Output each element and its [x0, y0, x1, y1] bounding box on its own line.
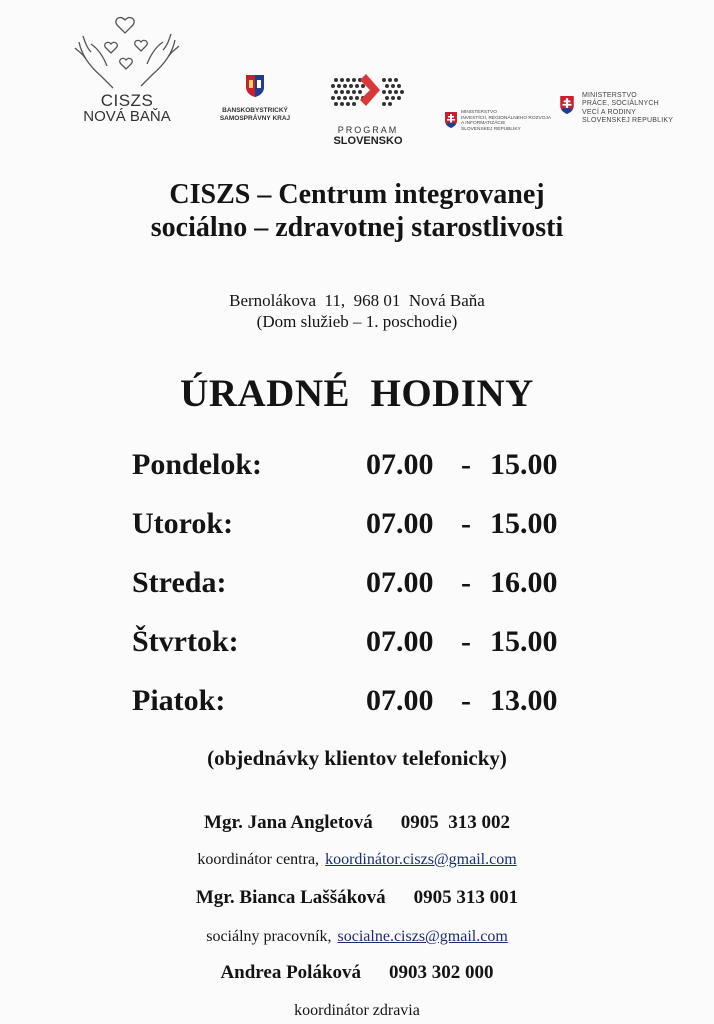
ciszs-logo-line1: CISZS — [100, 91, 154, 110]
contact-1-details — [0, 849, 714, 871]
address-line2: (Dom služieb – 1. poschodie) — [256, 312, 458, 331]
contact-2-role: sociálny pracovník, — [206, 928, 332, 945]
hands-hearts-icon — [67, 14, 187, 92]
ciszs-logo — [62, 14, 192, 125]
hours-row-monday — [0, 440, 714, 490]
time-from: 07.00 — [366, 684, 434, 717]
day-label: Štvrtok: — [132, 625, 239, 658]
slovak-shield-icon — [445, 112, 457, 128]
bbsk-logo-line1: BANSKOBYSTRICKÝ — [222, 107, 288, 114]
page-title — [0, 178, 714, 244]
address-line1: Bernolákova 11, 968 01 Nová Baňa — [229, 291, 485, 310]
program-logo-line1: PROGRAM — [337, 125, 399, 135]
bbsk-logo-line2: SAMOSPRÁVNY KRAJ — [219, 115, 291, 122]
appointment-note: (objednávky klientov telefonicky) — [207, 746, 507, 770]
slovak-shield-icon — [560, 96, 574, 114]
hours-row-friday — [0, 676, 714, 726]
time-to: 15.00 — [490, 625, 558, 658]
day-label: Pondelok: — [132, 448, 263, 481]
hours-row-thursday — [0, 617, 714, 667]
contact-3-details — [0, 1000, 714, 1022]
time-separator: - — [461, 684, 471, 717]
office-hours-heading: ÚRADNÉ HODINY — [180, 372, 534, 415]
hours-row-tuesday — [0, 499, 714, 549]
day-label: Utorok: — [132, 507, 234, 540]
time-from: 07.00 — [366, 625, 434, 658]
mirri-logo-line3: A INFORMATIZÁCIE — [461, 121, 506, 127]
contact-3-name: Andrea Poláková — [220, 962, 362, 983]
contact-2-email-link[interactable]: socialne.ciszs@gmail.com — [337, 928, 508, 945]
time-separator: - — [461, 507, 471, 540]
time-from: 07.00 — [366, 448, 434, 481]
time-separator: - — [461, 625, 471, 658]
time-separator: - — [461, 448, 471, 481]
mpsvr-logo-line3: VECÍ A RODINY — [582, 108, 636, 116]
time-from: 07.00 — [366, 566, 434, 599]
contact-3-phone: 0903 302 000 — [389, 962, 494, 983]
logo-bar — [0, 0, 714, 160]
contact-1-role: koordinátor centra, — [197, 851, 320, 868]
mpsvr-logo-line2: PRÁCE, SOCIÁLNYCH — [582, 100, 659, 108]
region-shield-icon — [245, 74, 265, 98]
office-hours-table — [0, 440, 714, 740]
program-slovensko-logo — [318, 68, 418, 147]
time-from: 07.00 — [366, 507, 434, 540]
program-dots-arrow-icon — [326, 68, 410, 116]
hours-row-wednesday — [0, 558, 714, 608]
contact-2-details — [0, 926, 714, 948]
day-label: Piatok: — [132, 684, 226, 717]
contact-1-phone: 0905 313 002 — [400, 812, 510, 833]
ciszs-logo-line2: NOVÁ BAŇA — [83, 108, 171, 125]
bbsk-logo — [214, 74, 296, 123]
time-to: 15.00 — [490, 507, 558, 540]
contact-2-name: Mgr. Bianca Laššáková — [195, 887, 386, 908]
mpsvr-logo — [560, 92, 690, 126]
time-to: 13.00 — [490, 684, 558, 717]
address — [0, 290, 714, 332]
contact-1-line — [0, 810, 714, 836]
mirri-logo-line4: SLOVENSKEJ REPUBLIKY — [461, 126, 521, 132]
time-to: 16.00 — [490, 566, 558, 599]
contact-3-line — [0, 960, 714, 986]
program-logo-line2: SLOVENSKO — [333, 135, 403, 147]
mpsvr-logo-line1: MINISTERSTVO — [582, 92, 637, 99]
contact-1-name: Mgr. Jana Angletová — [204, 812, 373, 833]
time-separator: - — [461, 566, 471, 599]
contact-2-line — [0, 885, 714, 911]
contact-2-phone: 0905 313 001 — [413, 887, 519, 908]
mirri-logo-line1: MINISTERSTVO — [461, 110, 497, 115]
time-to: 15.00 — [490, 448, 558, 481]
day-label: Streda: — [132, 566, 227, 599]
title-line2: sociálno – zdravotnej starostlivosti — [150, 212, 564, 243]
contact-1-email-link[interactable]: koordinátor.ciszs@gmail.com — [325, 851, 517, 868]
contact-3-role: koordinátor zdravia — [294, 1002, 420, 1019]
title-line1: CISZS – Centrum integrovanej — [169, 179, 545, 210]
mirri-logo-line2: INVESTÍCIÍ, REGIONÁLNEHO ROZVOJA — [461, 115, 552, 121]
mpsvr-logo-line4: SLOVENSKEJ REPUBLIKY — [582, 117, 674, 125]
